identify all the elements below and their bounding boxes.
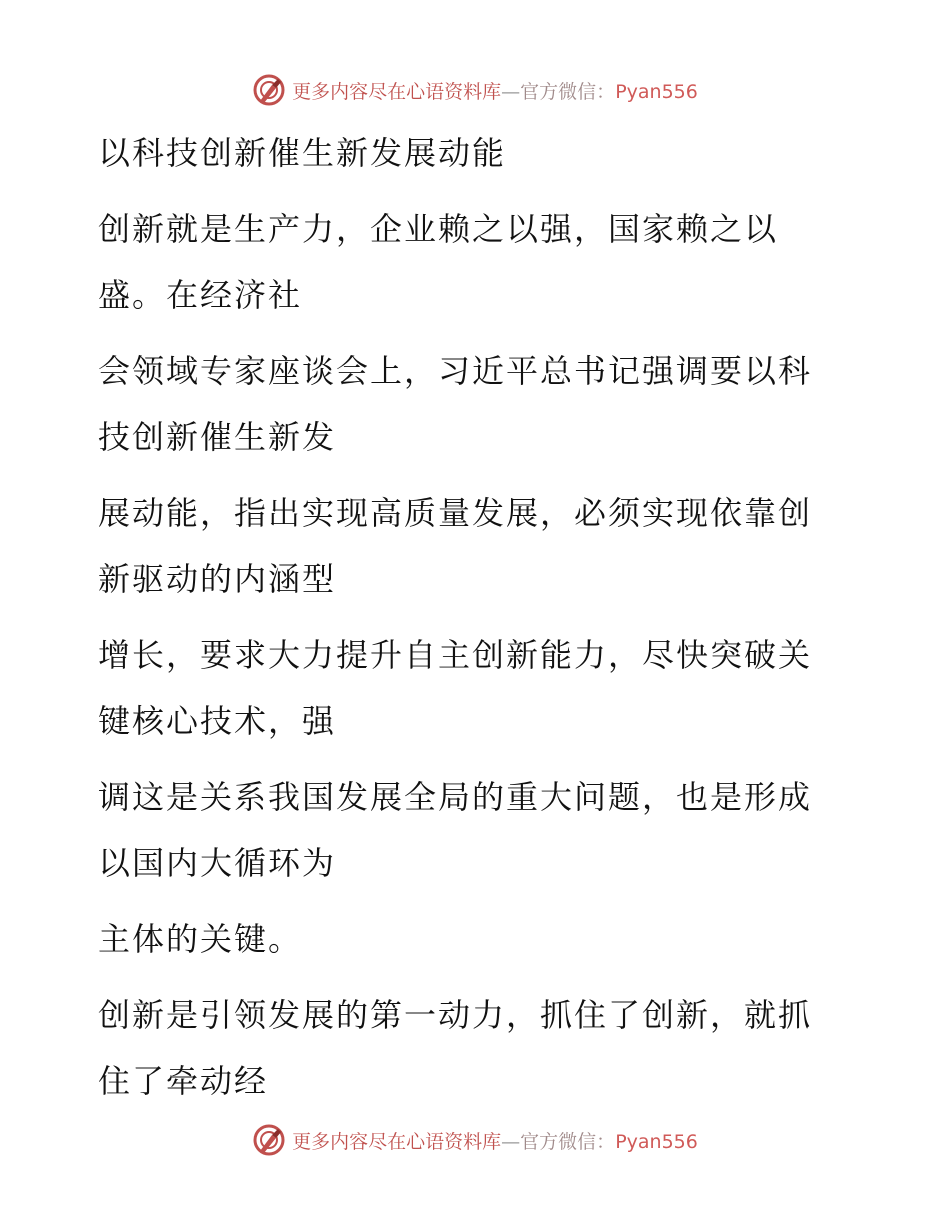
doc-line: 盛。在经济社 [98,276,303,314]
doc-line: 创新是引领发展的第一动力，抓住了创新，就抓 [98,996,813,1034]
document-body [98,120,838,1114]
doc-line: 以国内大循环为 [98,844,337,882]
pen-logo-icon [252,73,286,107]
footer-banner-label: 官方微信： [520,1130,616,1153]
header-banner-id: Pyan556 [615,80,698,103]
pen-logo-icon [252,1123,286,1157]
footer-banner-id: Pyan556 [615,1130,698,1153]
doc-line: 调这是关系我国发展全局的重大问题，也是形成 [98,778,813,816]
doc-line: 创新就是生产力，企业赖之以强，国家赖之以 [98,210,779,248]
footer-banner-main: 更多内容尽在心语资料库 [292,1130,502,1153]
doc-line: 住了牵动经 [98,1062,269,1100]
header-banner-label: 官方微信： [520,80,616,103]
doc-line: 展动能，指出实现高质量发展，必须实现依靠创 [98,494,813,532]
doc-line: 会领域专家座谈会上，习近平总书记强调要以科 [98,352,813,390]
doc-line: 新驱动的内涵型 [98,560,337,598]
doc-line: 主体的关键。 [98,920,303,958]
header-banner-main: 更多内容尽在心语资料库 [292,80,502,103]
footer-banner-dash: — [501,1130,521,1153]
header-banner [0,70,950,110]
doc-line: 键核心技术，强 [98,702,337,740]
doc-line: 增长，要求大力提升自主创新能力，尽快突破关 [98,636,813,674]
doc-title: 以科技创新催生新发展动能 [98,134,507,172]
header-banner-dash: — [501,80,521,103]
doc-line: 技创新催生新发 [98,418,337,456]
footer-banner [0,1120,950,1160]
